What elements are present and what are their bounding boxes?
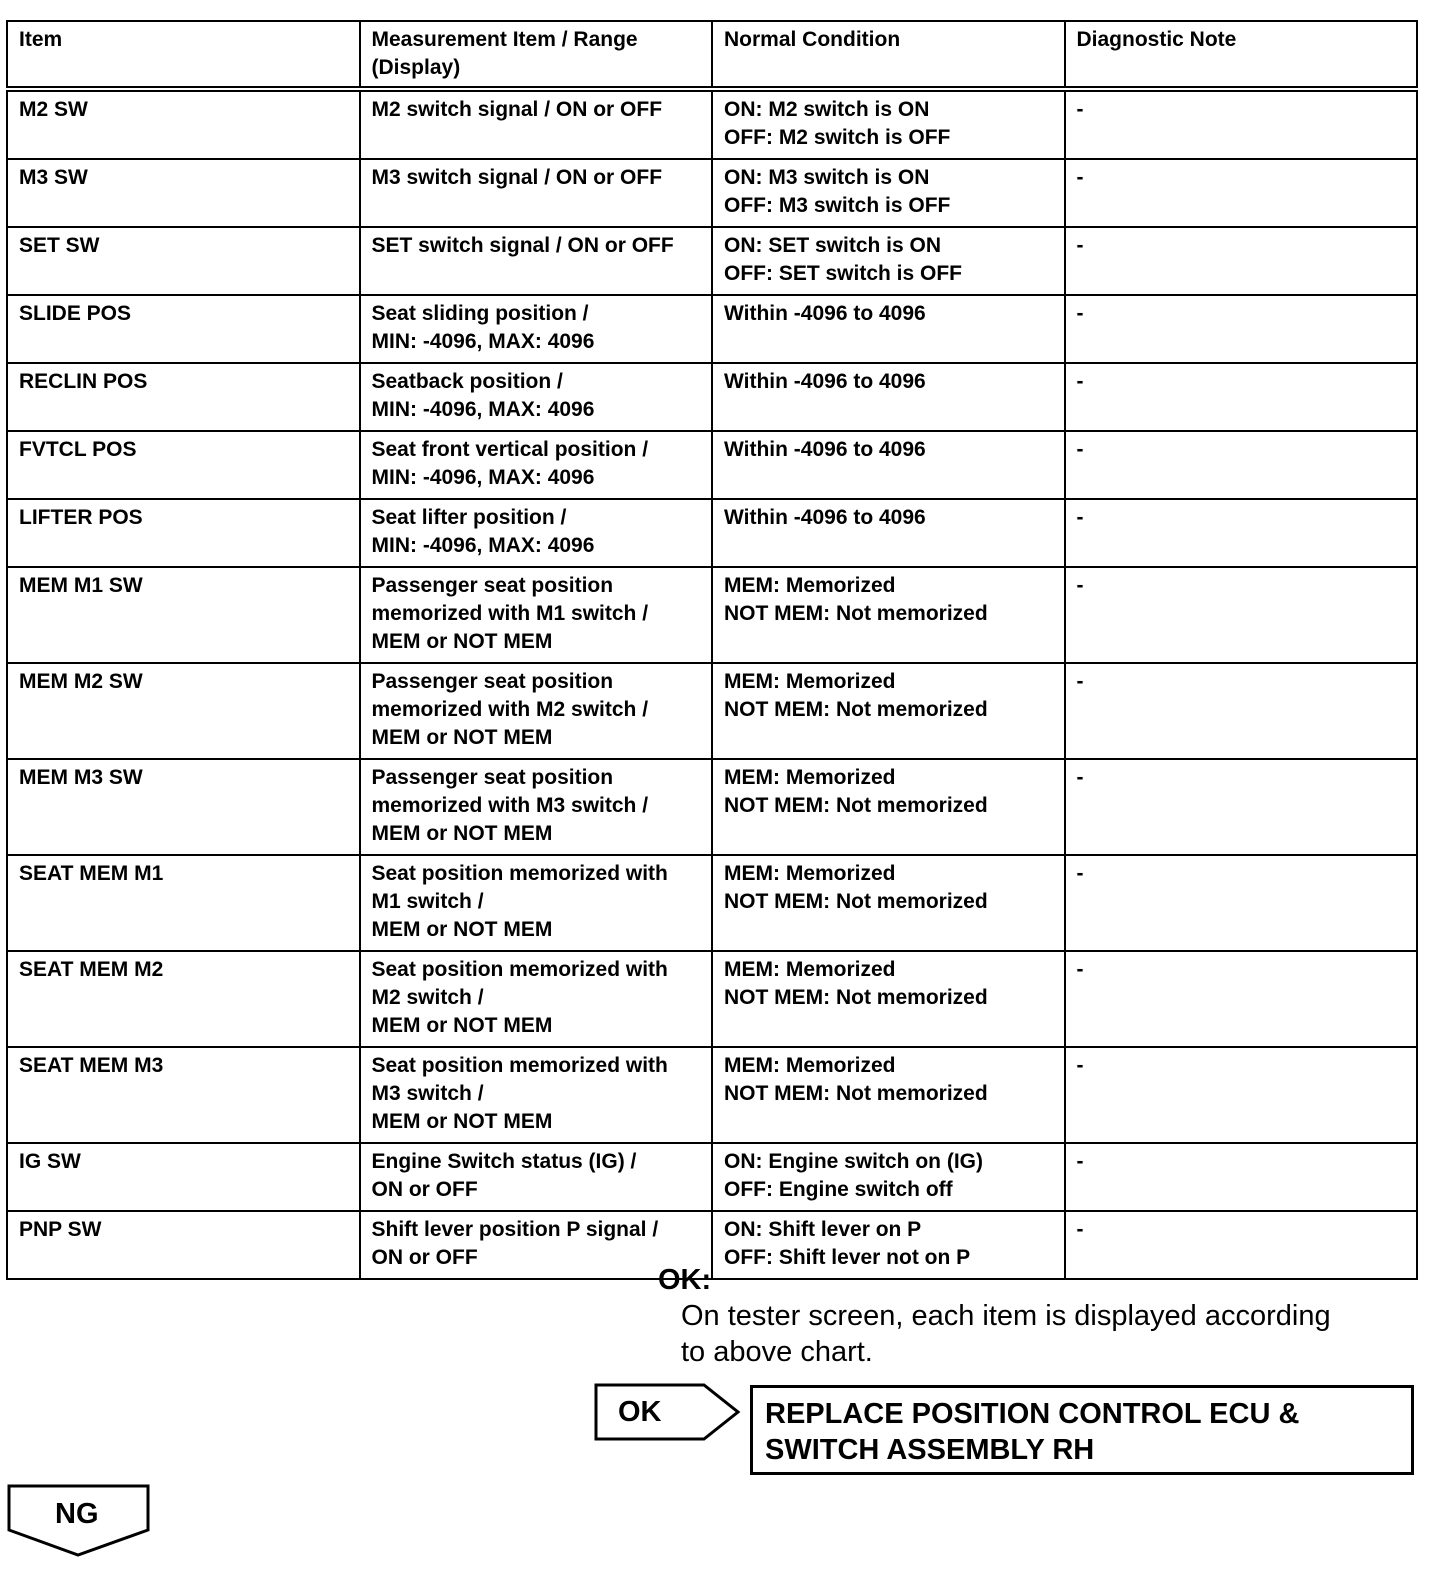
ok-label: OK xyxy=(618,1396,662,1428)
table-row xyxy=(7,567,1417,663)
header-diagnostic-note: Diagnostic Note xyxy=(1065,21,1418,89)
cell-normal-condition: MEM: Memorized NOT MEM: Not memorized xyxy=(712,1047,1065,1143)
cell-diagnostic-note: - xyxy=(1065,363,1418,431)
cell-diagnostic-note: - xyxy=(1065,1047,1418,1143)
header-normal-condition: Normal Condition xyxy=(712,21,1065,89)
cell-normal-condition: ON: M2 switch is ON OFF: M2 switch is OFF xyxy=(712,89,1065,159)
table-row xyxy=(7,431,1417,499)
cell-measurement: SET switch signal / ON or OFF xyxy=(360,227,713,295)
header-measurement: Measurement Item / Range (Display) xyxy=(360,21,713,89)
cell-diagnostic-note: - xyxy=(1065,1143,1418,1211)
ok-title: OK: xyxy=(658,1264,712,1296)
cell-diagnostic-note: - xyxy=(1065,431,1418,499)
cell-normal-condition: MEM: Memorized NOT MEM: Not memorized xyxy=(712,951,1065,1047)
cell-measurement: Passenger seat position memorized with M1 switch / MEM or NOT MEM xyxy=(360,567,713,663)
cell-diagnostic-note: - xyxy=(1065,951,1418,1047)
cell-item: SET SW xyxy=(7,227,360,295)
cell-item: RECLIN POS xyxy=(7,363,360,431)
cell-diagnostic-note: - xyxy=(1065,159,1418,227)
cell-item: FVTCL POS xyxy=(7,431,360,499)
cell-normal-condition: Within -4096 to 4096 xyxy=(712,431,1065,499)
cell-measurement: Seat position memorized with M1 switch / MEM or NOT MEM xyxy=(360,855,713,951)
cell-item: SEAT MEM M2 xyxy=(7,951,360,1047)
cell-normal-condition: ON: M3 switch is ON OFF: M3 switch is OFF xyxy=(712,159,1065,227)
ok-condition xyxy=(658,1262,1331,1370)
cell-normal-condition: Within -4096 to 4096 xyxy=(712,499,1065,567)
cell-diagnostic-note: - xyxy=(1065,759,1418,855)
ok-description: On tester screen, each item is displayed according to above chart. xyxy=(681,1300,1331,1368)
replace-ecu-box: REPLACE POSITION CONTROL ECU & SWITCH ASSEMBLY RH xyxy=(750,1385,1414,1475)
table-row xyxy=(7,663,1417,759)
cell-diagnostic-note: - xyxy=(1065,227,1418,295)
cell-diagnostic-note: - xyxy=(1065,295,1418,363)
cell-diagnostic-note: - xyxy=(1065,663,1418,759)
table-row xyxy=(7,759,1417,855)
cell-item: SLIDE POS xyxy=(7,295,360,363)
cell-item: MEM M1 SW xyxy=(7,567,360,663)
header-item: Item xyxy=(7,21,360,89)
table-row xyxy=(7,499,1417,567)
table-row xyxy=(7,1047,1417,1143)
cell-normal-condition: MEM: Memorized NOT MEM: Not memorized xyxy=(712,855,1065,951)
cell-item: MEM M2 SW xyxy=(7,663,360,759)
table-row xyxy=(7,951,1417,1047)
table-header-row xyxy=(7,21,1417,89)
cell-measurement: Passenger seat position memorized with M3 switch / MEM or NOT MEM xyxy=(360,759,713,855)
cell-measurement: Passenger seat position memorized with M2 switch / MEM or NOT MEM xyxy=(360,663,713,759)
table-row xyxy=(7,159,1417,227)
cell-measurement: Shift lever position P signal / ON or OFF xyxy=(360,1211,713,1279)
cell-measurement: Engine Switch status (IG) / ON or OFF xyxy=(360,1143,713,1211)
table-row xyxy=(7,227,1417,295)
cell-normal-condition: MEM: Memorized NOT MEM: Not memorized xyxy=(712,663,1065,759)
cell-normal-condition: ON: Shift lever on P OFF: Shift lever not on P xyxy=(712,1211,1065,1279)
cell-normal-condition: Within -4096 to 4096 xyxy=(712,363,1065,431)
cell-normal-condition: MEM: Memorized NOT MEM: Not memorized xyxy=(712,567,1065,663)
cell-normal-condition: MEM: Memorized NOT MEM: Not memorized xyxy=(712,759,1065,855)
cell-item: IG SW xyxy=(7,1143,360,1211)
cell-diagnostic-note: - xyxy=(1065,855,1418,951)
cell-measurement: Seat lifter position / MIN: -4096, MAX: 4096 xyxy=(360,499,713,567)
cell-diagnostic-note: - xyxy=(1065,89,1418,159)
data-list-table xyxy=(6,20,1418,1280)
cell-item: LIFTER POS xyxy=(7,499,360,567)
cell-measurement: Seat position memorized with M3 switch / MEM or NOT MEM xyxy=(360,1047,713,1143)
cell-item: M3 SW xyxy=(7,159,360,227)
cell-diagnostic-note: - xyxy=(1065,499,1418,567)
cell-measurement: Seatback position / MIN: -4096, MAX: 4096 xyxy=(360,363,713,431)
cell-measurement: Seat sliding position / MIN: -4096, MAX: 4096 xyxy=(360,295,713,363)
ok-arrow xyxy=(594,1383,742,1441)
cell-diagnostic-note: - xyxy=(1065,567,1418,663)
cell-diagnostic-note: - xyxy=(1065,1211,1418,1279)
table-row xyxy=(7,363,1417,431)
table-row xyxy=(7,855,1417,951)
table-row xyxy=(7,1143,1417,1211)
cell-item: PNP SW xyxy=(7,1211,360,1279)
table-row xyxy=(7,89,1417,159)
cell-normal-condition: ON: Engine switch on (IG) OFF: Engine switch off xyxy=(712,1143,1065,1211)
cell-measurement: M3 switch signal / ON or OFF xyxy=(360,159,713,227)
cell-normal-condition: Within -4096 to 4096 xyxy=(712,295,1065,363)
cell-item: MEM M3 SW xyxy=(7,759,360,855)
cell-item: M2 SW xyxy=(7,89,360,159)
ng-label: NG xyxy=(55,1498,99,1530)
table-row xyxy=(7,295,1417,363)
cell-item: SEAT MEM M3 xyxy=(7,1047,360,1143)
cell-item: SEAT MEM M1 xyxy=(7,855,360,951)
cell-measurement: M2 switch signal / ON or OFF xyxy=(360,89,713,159)
cell-normal-condition: ON: SET switch is ON OFF: SET switch is OFF xyxy=(712,227,1065,295)
cell-measurement: Seat position memorized with M2 switch / MEM or NOT MEM xyxy=(360,951,713,1047)
cell-measurement: Seat front vertical position / MIN: -4096, MAX: 4096 xyxy=(360,431,713,499)
